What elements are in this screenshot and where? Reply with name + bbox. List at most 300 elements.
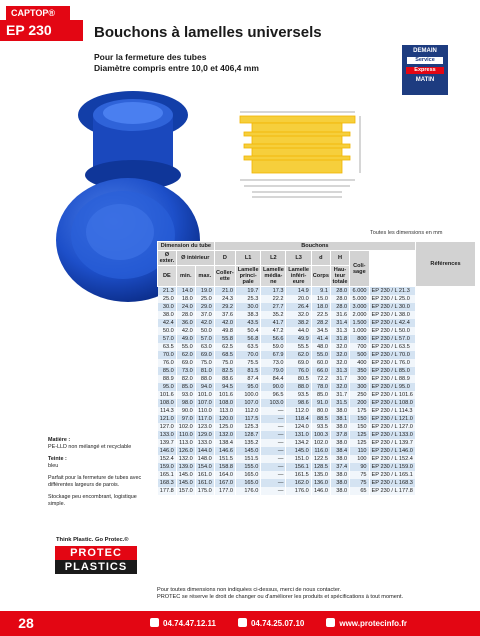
table-cell: EP 230 / L 25.0 [369,295,415,303]
table-cell: 122.5 [311,455,330,463]
table-cell: 129.0 [195,431,214,439]
table-cell: 37.0 [195,311,214,319]
table-cell: 37.8 [330,431,349,439]
fax-text: 04.74.25.07.10 [250,619,305,628]
table-row [158,399,476,407]
sub-lamelle-mediane: Lamelle média-ne [261,266,286,287]
table-cell: 60.0 [311,359,330,367]
table-cell: 128.7 [235,431,260,439]
badge-line-3: Express [406,67,444,74]
matiere-label: Matière : [48,437,71,443]
table-cell: 27.7 [261,303,286,311]
table-cell: EP 230 / L 139.7 [369,439,415,447]
table-cell: 133.0 [158,431,177,439]
table-cell: 35.2 [261,311,286,319]
table-cell: 114.3 [158,407,177,415]
table-cell: 75.0 [214,359,235,367]
table-cell: 81.0 [195,367,214,375]
table-cell: 62.0 [286,351,311,359]
table-cell: 176.0 [286,487,311,495]
table-cell: 38.0 [158,311,177,319]
table-cell: — [261,431,286,439]
table-cell: 125 [350,431,369,439]
table-cell: 38.2 [286,319,311,327]
badge-line-4: MATIN [415,77,435,83]
table-cell: 167.0 [214,479,235,487]
table-cell: 69.0 [176,359,195,367]
table-cell: 47.2 [261,327,286,335]
table-cell: 98.6 [286,399,311,407]
table-cell: 350 [350,367,369,375]
table-cell: 110 [350,447,369,455]
table-cell: 38.0 [330,471,349,479]
table-cell: 73.0 [176,367,195,375]
table-cell: 146.6 [214,447,235,455]
table-cell: — [261,447,286,455]
table-cell: 85.0 [311,391,330,399]
table-cell: EP 230 / L 152.4 [369,455,415,463]
table-cell: 34.5 [311,327,330,335]
table-cell: 49.0 [176,335,195,343]
table-row [158,359,476,367]
table-cell: 103.0 [261,399,286,407]
table-cell: 94.0 [195,383,214,391]
table-cell: 36.0 [176,319,195,327]
table-cell: 82.5 [214,367,235,375]
table-row [158,479,476,487]
table-cell: 19.0 [195,287,214,296]
table-cell: 55.5 [286,343,311,351]
product-info-sidebar [48,437,152,513]
table-cell: 154.0 [195,463,214,471]
table-cell: 145.0 [286,447,311,455]
header-tube-dimension: Dimension du tube [158,242,215,251]
table-cell: EP 230 / L 114.3 [369,407,415,415]
table-row [158,295,476,303]
table-cell: 48.0 [311,343,330,351]
table-cell: 29.2 [214,303,235,311]
table-cell: 175.0 [195,487,214,495]
table-cell: 156.1 [286,463,311,471]
subtitle [94,52,259,74]
table-cell: 125.0 [214,423,235,431]
website-link[interactable] [326,618,407,628]
table-cell: 15.0 [311,295,330,303]
table-cell: 28.2 [311,319,330,327]
fax[interactable] [238,618,304,628]
table-cell: 76.0 [158,359,177,367]
table-cell: 200 [350,399,369,407]
table-cell: 30.0 [235,303,260,311]
contacts [150,618,407,628]
header-int: Ø intérieur [176,251,214,266]
table-cell: 125.3 [235,423,260,431]
phone-icon [150,618,159,627]
table-cell: 123.0 [195,423,214,431]
table-cell: 30.0 [158,303,177,311]
table-cell: 6.000 [350,287,369,296]
header-D: D [214,251,235,266]
table-row [158,351,476,359]
table-cell: 81.5 [235,367,260,375]
table-cell: — [261,415,286,423]
table-cell: 150 [350,415,369,423]
table-cell: 5.000 [350,295,369,303]
table-cell: 117.0 [195,415,214,423]
sub-DE: DE [158,266,177,287]
table-cell: 18.0 [311,303,330,311]
table-cell: 102.0 [176,423,195,431]
table-cell: 57.0 [195,335,214,343]
table-row [158,367,476,375]
table-cell: 3.000 [350,303,369,311]
table-cell: 1.500 [350,319,369,327]
table-cell: 42.0 [214,319,235,327]
table-cell: 38.0 [330,455,349,463]
table-cell: 84.4 [261,375,286,383]
table-cell: 101.0 [195,391,214,399]
table-cell: 31.3 [330,367,349,375]
table-cell: 21.3 [158,287,177,296]
table-cell: 24.0 [176,303,195,311]
table-cell: 38.0 [330,423,349,431]
table-cell: 145.0 [235,447,260,455]
table-cell: 120.0 [214,415,235,423]
footnote [157,587,403,601]
matiere-value: PE-LLD non mélangé et recyclable [48,444,132,450]
table-cell: 68.5 [214,351,235,359]
slogan: Think Plastic. Go Protec.® [56,537,129,543]
table-cell: EP 230 / L 168.3 [369,479,415,487]
table-cell: — [261,479,286,487]
table-cell: 56.8 [235,335,260,343]
table-cell: 88.0 [195,375,214,383]
badge-line-2: Service [406,56,444,65]
table-cell: 134.2 [286,439,311,447]
table-cell: 132.0 [176,455,195,463]
table-cell: 98.0 [176,399,195,407]
table-cell: 101.6 [158,391,177,399]
table-cell: 88.0 [286,383,311,391]
table-cell: 90.0 [261,383,286,391]
table-cell: 41.4 [311,335,330,343]
sub-hauteur: Hau-teur totale [330,266,349,287]
table-cell: 38.3 [235,311,260,319]
sub-lamelle-principale: Lamelle princi-pale [235,266,260,287]
table-cell: EP 230 / L 165.1 [369,471,415,479]
table-cell: 100 [350,455,369,463]
table-cell: 101.6 [214,391,235,399]
website-text: www.protecinfo.fr [339,619,408,628]
table-cell: 28.0 [176,311,195,319]
table-cell: 49.9 [286,335,311,343]
table-cell: 44.0 [286,327,311,335]
table-row [158,303,476,311]
table-cell: 133.0 [195,439,214,447]
table-cell: 32.0 [330,383,349,391]
sub-collerette: Coller-ette [214,266,235,287]
footnote-line-1: Pour toutes dimensions non indiquées ci-dessus, merci de nous contacter. [157,587,342,593]
teinte-label: Teinte : [48,456,67,462]
table-cell: 165.0 [235,479,260,487]
table-cell: 112.0 [286,407,311,415]
table-cell: EP 230 / L 133.0 [369,431,415,439]
table-cell: 100.0 [235,391,260,399]
logo-line-2: PLASTICS [55,560,137,574]
table-cell: 38.1 [330,415,349,423]
table-cell: 176.0 [235,487,260,495]
table-cell: 118.4 [286,415,311,423]
logo-line-1: PROTEC [55,546,137,560]
table-cell: 113.0 [176,439,195,447]
table-cell: 117.5 [235,415,260,423]
table-row [158,407,476,415]
table-cell: 57.0 [158,335,177,343]
table-cell: 250 [350,391,369,399]
table-cell: — [261,455,286,463]
table-cell: 110.0 [195,407,214,415]
table-cell: 25.0 [195,295,214,303]
table-cell: 90.0 [176,407,195,415]
table-cell: 38.0 [330,439,349,447]
table-cell: 38.0 [330,487,349,495]
table-cell: EP 230 / L 50.0 [369,327,415,335]
usage-text: Parfait pour la fermeture de tubes avec différentes largeurs de parois. [48,475,142,488]
table-cell: EP 230 / L 101.6 [369,391,415,399]
table-cell: 85.0 [176,383,195,391]
table-row [158,335,476,343]
table-row [158,463,476,471]
table-cell: 94.5 [214,383,235,391]
table-cell: 177.8 [158,487,177,495]
table-cell: 38.0 [330,479,349,487]
globe-icon [326,618,335,627]
table-cell: — [261,463,286,471]
table-cell: 32.0 [286,311,311,319]
table-cell: EP 230 / L 38.0 [369,311,415,319]
table-cell: 151.5 [235,455,260,463]
table-cell: 400 [350,359,369,367]
table-cell: 158.8 [214,463,235,471]
table-cell: 49.8 [214,327,235,335]
table-cell: EP 230 / L 108.0 [369,399,415,407]
table-cell: 82.0 [176,375,195,383]
table-row [158,431,476,439]
table-cell: 144.0 [195,447,214,455]
table-cell: 132.0 [214,431,235,439]
table-cell: 37.6 [214,311,235,319]
table-cell: 75.5 [235,359,260,367]
badge-line-1: DEMAIN [413,48,437,54]
brand-tag: CAPTOP® [6,6,70,20]
table-cell: 107.0 [235,399,260,407]
table-cell: 93.5 [286,391,311,399]
table-cell: EP 230 / L 146.0 [369,447,415,455]
table-cell: 69.0 [195,351,214,359]
table-cell: 165.1 [158,471,177,479]
table-cell: 9.1 [311,287,330,296]
table-cell: 25.0 [158,295,177,303]
table-row [158,423,476,431]
protec-logo [55,546,137,574]
table-cell: EP 230 / L 70.0 [369,351,415,359]
table-cell: 66.0 [311,367,330,375]
table-cell: 22.2 [261,295,286,303]
table-cell: EP 230 / L 21.3 [369,287,415,296]
table-cell: 175 [350,407,369,415]
table-cell: 21.0 [214,287,235,296]
table-cell: 70.0 [158,351,177,359]
table-cell: 69.0 [286,359,311,367]
table-row [158,415,476,423]
table-cell: 500 [350,351,369,359]
table-cell: 38.4 [330,447,349,455]
phone-text: 04.74.47.12.11 [163,619,216,628]
table-cell: 93.5 [311,423,330,431]
table-cell: 116.0 [311,447,330,455]
table-cell: 31.7 [330,391,349,399]
table-cell: EP 230 / L 127.0 [369,423,415,431]
header-L3: L3 [286,251,311,266]
table-cell: 161.5 [286,471,311,479]
table-cell: 55.0 [176,343,195,351]
table-cell: 162.0 [286,479,311,487]
table-cell: 78.0 [311,383,330,391]
table-cell: 63.5 [235,343,260,351]
table-cell: 70.0 [235,351,260,359]
table-cell: 14.0 [176,287,195,296]
table-row [158,375,476,383]
table-cell: EP 230 / L 85.0 [369,367,415,375]
table-cell: 108.0 [158,399,177,407]
table-cell: 136.0 [311,479,330,487]
header-L1: L1 [235,251,260,266]
table-cell: 20.0 [286,295,311,303]
table-cell: 88.9 [158,375,177,383]
header-references: Références [416,242,476,287]
table-row [158,391,476,399]
table-cell: — [261,407,286,415]
table-row [158,471,476,479]
table-cell: EP 230 / L 159.0 [369,463,415,471]
table-cell: 32.0 [330,343,349,351]
table-cell: 29.0 [195,303,214,311]
table-cell: 18.0 [176,295,195,303]
table-cell: 159.0 [158,463,177,471]
table-cell: — [261,471,286,479]
table-cell: 37.4 [330,463,349,471]
table-cell: 1.000 [350,327,369,335]
table-cell: 146.0 [158,447,177,455]
table-cell: 25.3 [235,295,260,303]
stockage-text: Stockage peu encombrant, logistique simple. [48,494,137,507]
table-cell: 2.000 [350,311,369,319]
table-cell: 32.0 [330,359,349,367]
table-cell: 31.8 [330,335,349,343]
product-code-tag: EP 230 [0,20,83,41]
table-cell: 113.0 [214,407,235,415]
table-cell: 88.6 [214,375,235,383]
table-cell: 148.0 [195,455,214,463]
table-row [158,287,476,296]
table-cell: 32.0 [330,351,349,359]
table-cell: 87.4 [235,375,260,383]
table-cell: EP 230 / L 95.0 [369,383,415,391]
table-cell: 31.4 [330,319,349,327]
table-cell: 165.0 [235,471,260,479]
sub-lamelle-inferieure: Lamelle inféri-eure [286,266,311,287]
table-cell: 28.0 [330,303,349,311]
table-cell: EP 230 / L 121.0 [369,415,415,423]
table-cell: 59.0 [261,343,286,351]
table-cell: 135.0 [311,471,330,479]
all-dimensions-note: Toutes les dimensions en mm [370,230,443,236]
table-cell: 28.0 [330,287,349,296]
table-cell: 164.0 [214,471,235,479]
header-ext: Ø exter. [158,251,177,266]
table-cell: 88.5 [311,415,330,423]
teinte-value: bleu [48,463,59,469]
table-cell: 62.0 [176,351,195,359]
table-cell: 75.0 [195,359,214,367]
table-cell: 79.0 [261,367,286,375]
table-cell: 50.4 [235,327,260,335]
table-cell: 55.0 [311,351,330,359]
page-number: 28 [0,611,52,636]
header-bouchons: Bouchons [214,242,415,251]
table-cell: 150 [350,423,369,431]
table-cell: 145.0 [176,471,195,479]
table-cell: 41.7 [261,319,286,327]
phone[interactable] [150,618,216,628]
table-cell: 157.0 [176,487,195,495]
table-row [158,439,476,447]
table-cell: 22.5 [311,311,330,319]
table-cell: 43.5 [235,319,260,327]
table-cell: 42.0 [195,319,214,327]
table-cell: — [261,423,286,431]
table-cell: 96.5 [261,391,286,399]
table-cell: 56.6 [261,335,286,343]
table-cell: 91.0 [311,399,330,407]
table-cell: 14.9 [286,287,311,296]
table-cell: 42.4 [158,319,177,327]
table-cell: 26.4 [286,303,311,311]
table-cell: 124.0 [286,423,311,431]
table-cell: 151.0 [286,455,311,463]
subtitle-line-1: Pour la fermeture des tubes [94,52,207,62]
table-cell: 42.0 [176,327,195,335]
table-cell: 55.8 [214,335,235,343]
table-cell: 107.0 [195,399,214,407]
table-cell: 108.0 [214,399,235,407]
table-cell: 50.0 [158,327,177,335]
table-cell: 110.0 [176,431,195,439]
table-cell: 102.0 [311,439,330,447]
table-cell: 127.0 [158,423,177,431]
table-cell: EP 230 / L 42.4 [369,319,415,327]
table-cell: 63.0 [195,343,214,351]
table-row [158,327,476,335]
table-cell: 95.0 [235,383,260,391]
page-title: Bouchons à lamelles universels [94,24,322,41]
table-cell: 17.3 [261,287,286,296]
table-cell: EP 230 / L 30.0 [369,303,415,311]
table-cell: 73.0 [261,359,286,367]
table-cell: EP 230 / L 63.5 [369,343,415,351]
fax-icon [238,618,247,627]
table-cell: 65 [350,487,369,495]
